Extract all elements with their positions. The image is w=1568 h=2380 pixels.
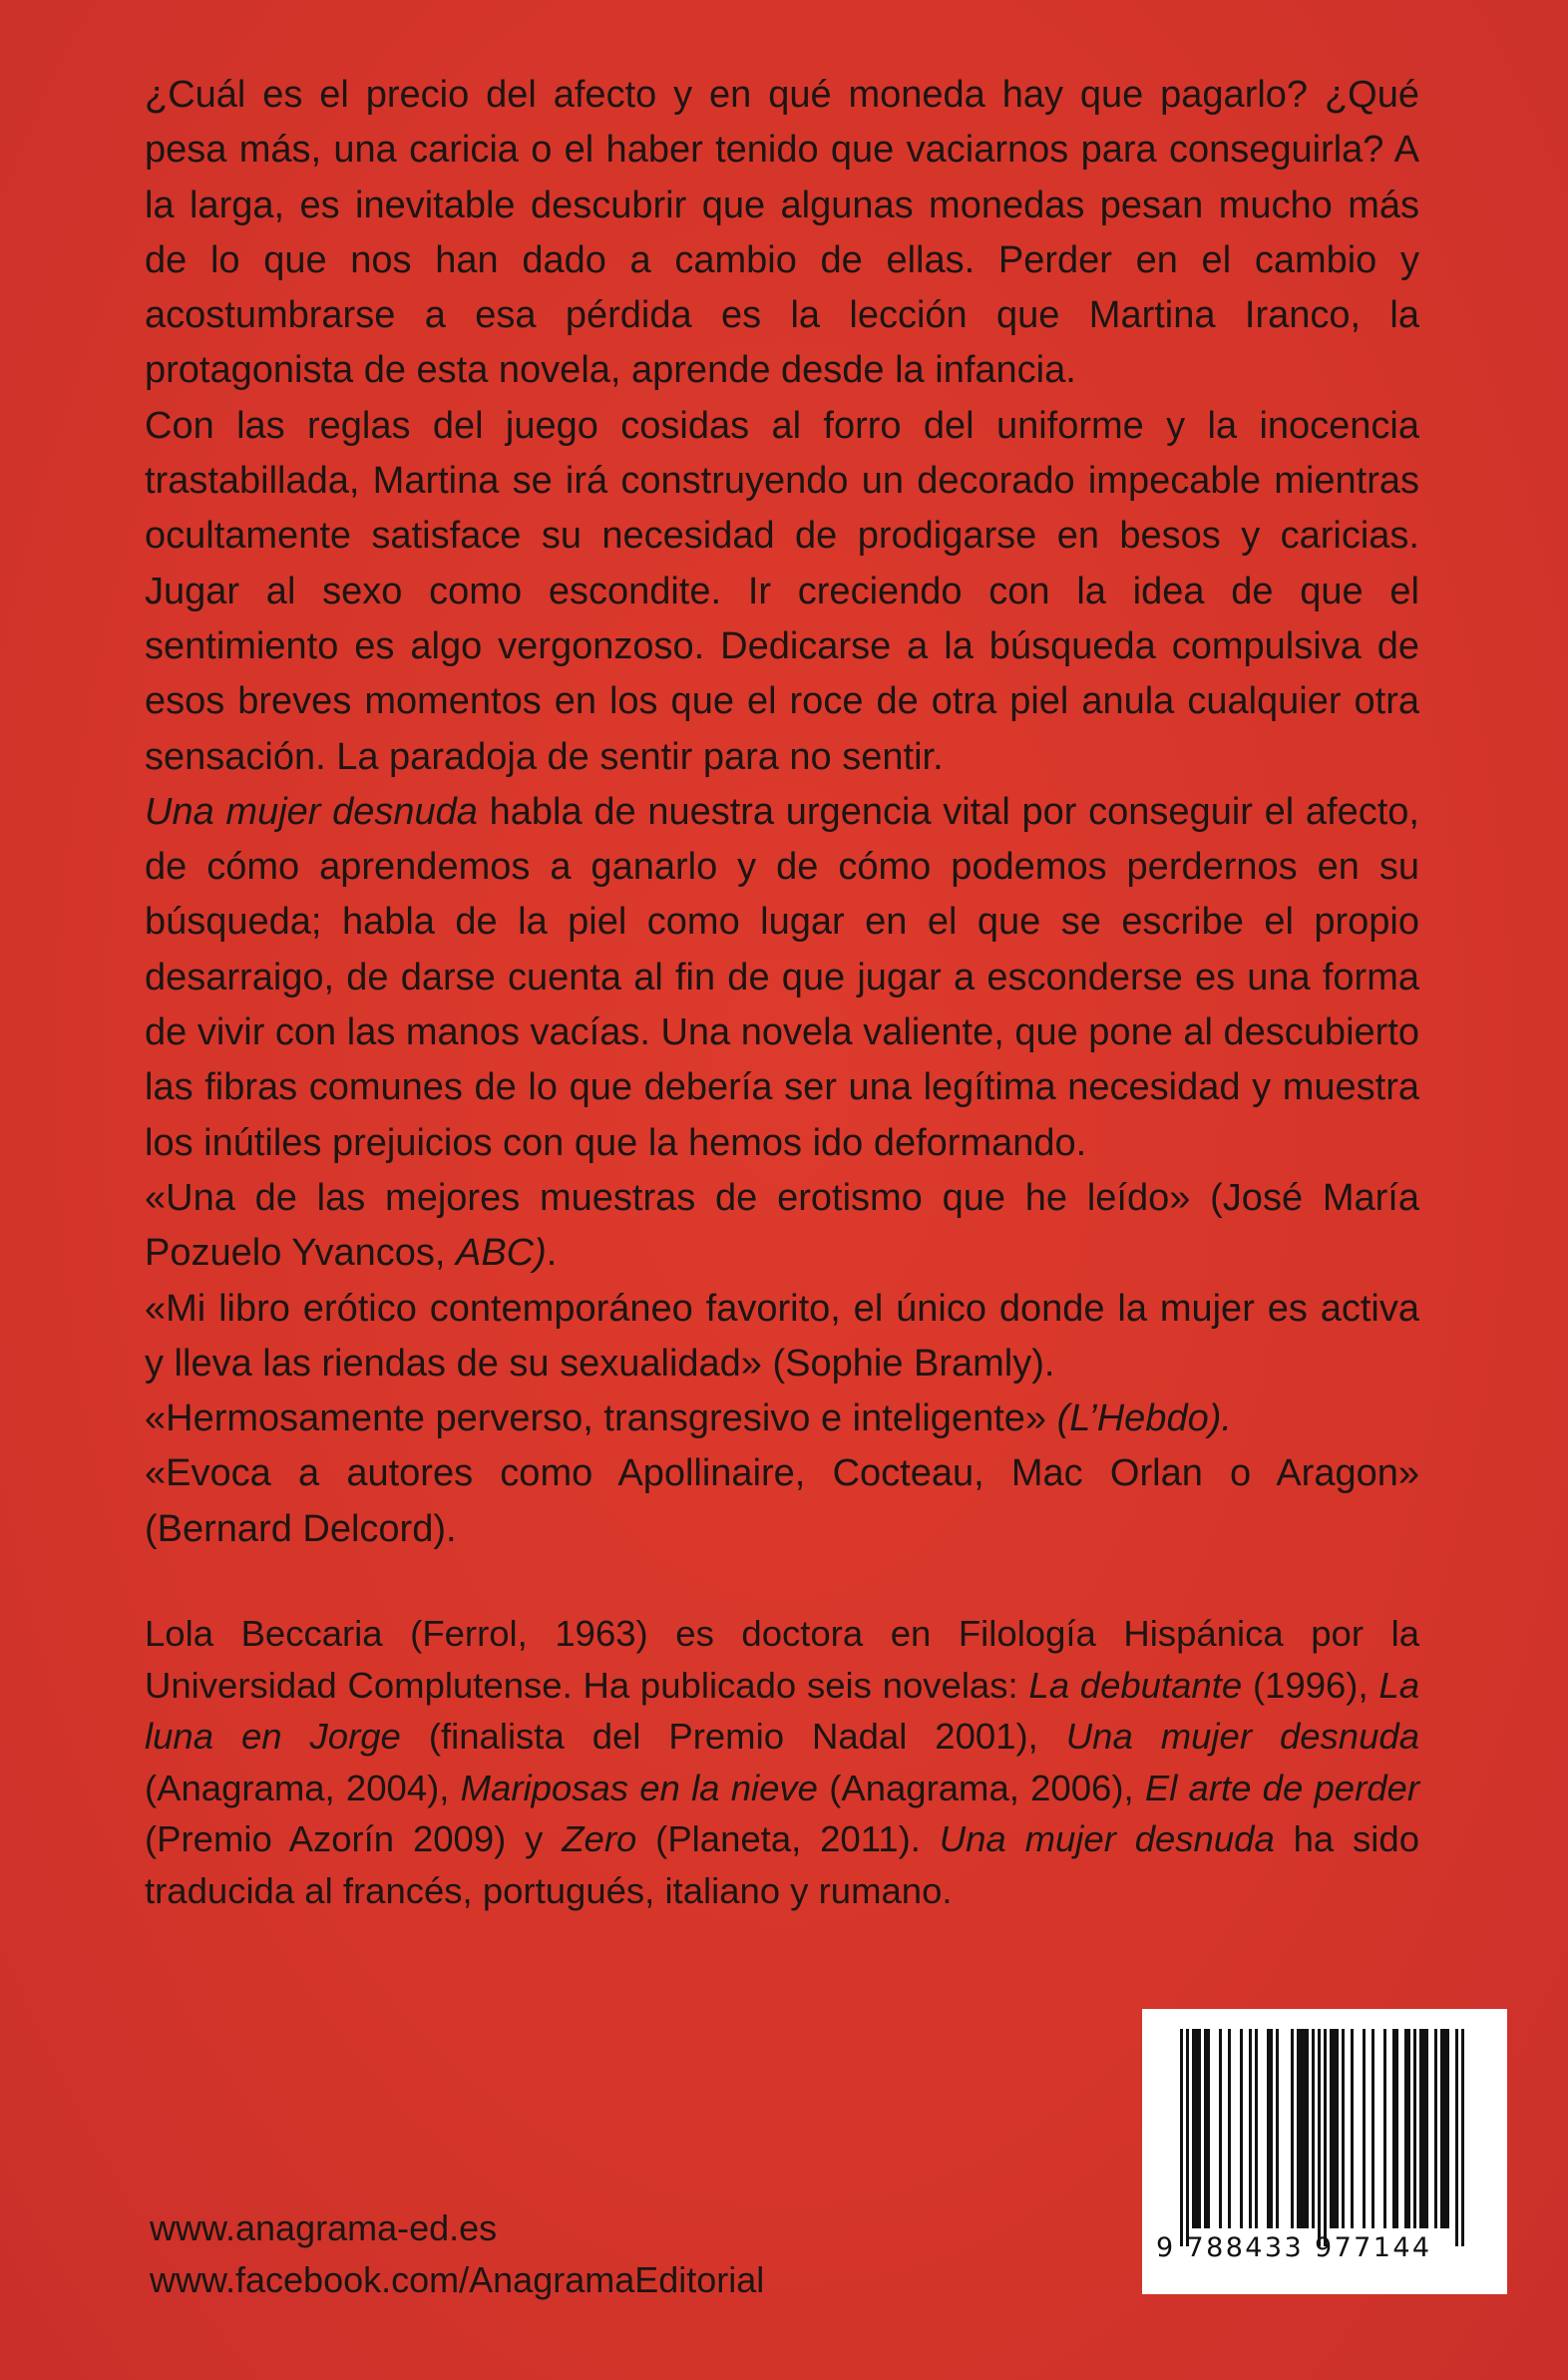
barcode-guard-bar — [1180, 2029, 1183, 2246]
barcode-bar — [1228, 2029, 1231, 2228]
barcode-bar — [1413, 2029, 1416, 2228]
website-link[interactable]: www.anagrama-ed.es — [150, 2207, 498, 2248]
synopsis-paragraph-1: ¿Cuál es el precio del afecto y en qué moneda hay que pagarlo? ¿Qué pesa más, una caricia o el haber tenido que vaciarnos para conseguirla? A la larga, es inevitable descubrir que algunas monedas pesan mucho más de lo que nos han dado a cambio de ellas. Perder en el cambio y acostumbrarse a esa pérdida es la lección que Martina Iranco, la protagonista de esta novela, aprende desde la infancia. — [145, 74, 1419, 392]
publisher-links — [150, 2202, 764, 2306]
book-title: Una mujer desnuda — [145, 790, 478, 833]
barcode-bar — [1395, 2029, 1398, 2228]
barcode-bar — [1249, 2029, 1252, 2228]
barcode-bar — [1407, 2029, 1410, 2228]
barcode-bar — [1419, 2029, 1422, 2228]
work-title: El arte de perder — [1144, 1767, 1419, 1808]
quote-source: ABC) — [455, 1232, 547, 1275]
barcode-bar — [1330, 2029, 1333, 2228]
review-quote-2: «Mi libro erótico contemporáneo favorito, el único donde la mujer es activa y lleva las riendas de su sexualidad» (Sophie Bramly). — [145, 1287, 1419, 1385]
isbn-number: 9 788433 977144 — [1156, 2232, 1432, 2263]
barcode-bar — [1425, 2029, 1428, 2228]
barcode-guard-bar — [1186, 2029, 1189, 2246]
barcode-bar — [1336, 2029, 1339, 2228]
author-bio: Lola Beccaria (Ferrol, 1963) es doctora en Filología Hispánica por la Universidad Complutense. Ha publicado seis novelas: La debutante (1996), La luna en Jorge (finalista del Premio Nadal 2001), Una mujer desnuda (Anagrama, 2004), Mariposas en la nieve (Anagrama, 2006), El arte de perder (Premio Azorín 2009) y Zero (Planeta, 2011). Una mujer desnuda ha sido traducida al francés, portugués, italiano y rumano. — [145, 1613, 1420, 1911]
work-title: La luna en Jorge — [145, 1664, 1419, 1757]
barcode-bar — [1207, 2029, 1210, 2228]
barcode-bar — [1440, 2029, 1443, 2228]
review-quote-1: «Una de las mejores muestras de erotismo que he leído» (José María Pozuelo Yvancos, ABC). — [145, 1176, 1419, 1275]
barcode-guard-bar — [1318, 2029, 1321, 2246]
barcode-bar — [1422, 2029, 1425, 2228]
barcode-bar — [1446, 2029, 1449, 2228]
barcode-guard-bar — [1455, 2029, 1458, 2246]
barcode-bar — [1204, 2029, 1207, 2228]
quote-source: (L’Hebdo). — [1056, 1397, 1232, 1440]
barcode-bar — [1192, 2029, 1195, 2228]
barcode-bar — [1267, 2029, 1270, 2228]
barcode-bar — [1434, 2029, 1437, 2228]
work-title: Mariposas en la nieve — [460, 1767, 818, 1808]
work-title: Una mujer desnuda — [1065, 1716, 1419, 1757]
barcode-bar — [1351, 2029, 1354, 2228]
barcode-bar — [1404, 2029, 1407, 2228]
barcode-bar — [1300, 2029, 1303, 2228]
work-title: La debutante — [1028, 1664, 1243, 1706]
barcode-bar — [1312, 2029, 1315, 2228]
barcode-bar — [1255, 2029, 1258, 2228]
barcode-bar — [1297, 2029, 1300, 2228]
barcode-bar — [1219, 2029, 1222, 2228]
barcode-bar — [1195, 2029, 1198, 2228]
barcode-bar — [1270, 2029, 1273, 2228]
barcode-bar — [1306, 2029, 1309, 2228]
barcode-bar — [1240, 2029, 1243, 2228]
synopsis-paragraph-3-text: habla de nuestra urgencia vital por conseguir el afecto, de cómo aprendemos a ganarlo y de cómo podemos perdernos en su búsqueda; habla de la piel como lugar en el que se escribe el propio desarraigo, de darse cuenta al fin de que jugar a esconderse es una forma de vivir con las manos vacías. Una novela valiente, que pone al descubierto las fibras comunes de lo que debería ser una legítima necesidad y muestra los inútiles prejuicios con que la hemos ido deformando. — [145, 790, 1419, 1164]
synopsis-paragraph-2: Con las reglas del juego cosidas al forro del uniforme y la inocencia trastabillada, Martina se irá construyendo un decorado impecable mientras ocultamente satisface su necesidad de prodigarse en besos y caricias. Jugar al sexo como escondite. Ir creciendo con la idea de que el sentimiento es algo vergonzoso. Dedicarse a la búsqueda compulsiva de esos breves momentos en los que el roce de otra piel anula cualquier otra sensación. La paradoja de sentir para no sentir. — [145, 404, 1419, 778]
facebook-link[interactable]: www.facebook.com/AnagramaEditorial — [150, 2259, 765, 2300]
work-title: Una mujer desnuda — [939, 1818, 1275, 1859]
barcode-bar — [1383, 2029, 1386, 2228]
barcode-bar — [1291, 2029, 1294, 2228]
synopsis-text — [145, 68, 1419, 1557]
barcode-bar — [1372, 2029, 1374, 2228]
barcode-bar — [1198, 2029, 1201, 2228]
work-title: Zero — [562, 1818, 637, 1859]
barcode-bar — [1276, 2029, 1279, 2228]
barcode-guard-bar — [1461, 2029, 1464, 2246]
barcode-guard-bar — [1324, 2029, 1327, 2246]
barcode-bar — [1303, 2029, 1306, 2228]
barcode-bar — [1443, 2029, 1446, 2228]
synopsis-paragraph-3 — [145, 785, 1419, 1171]
barcode-bar — [1333, 2029, 1336, 2228]
review-quote-4: «Evoca a autores como Apollinaire, Cocteau, Mac Orlan o Aragon» (Bernard Delcord). — [145, 1452, 1419, 1550]
barcode-bar — [1392, 2029, 1395, 2228]
barcode-bar — [1342, 2029, 1345, 2228]
isbn-barcode — [1142, 2009, 1507, 2294]
review-quote-3: «Hermosamente perverso, transgresivo e inteligente» (L’Hebdo). — [145, 1397, 1232, 1440]
barcode-bar — [1363, 2029, 1366, 2228]
